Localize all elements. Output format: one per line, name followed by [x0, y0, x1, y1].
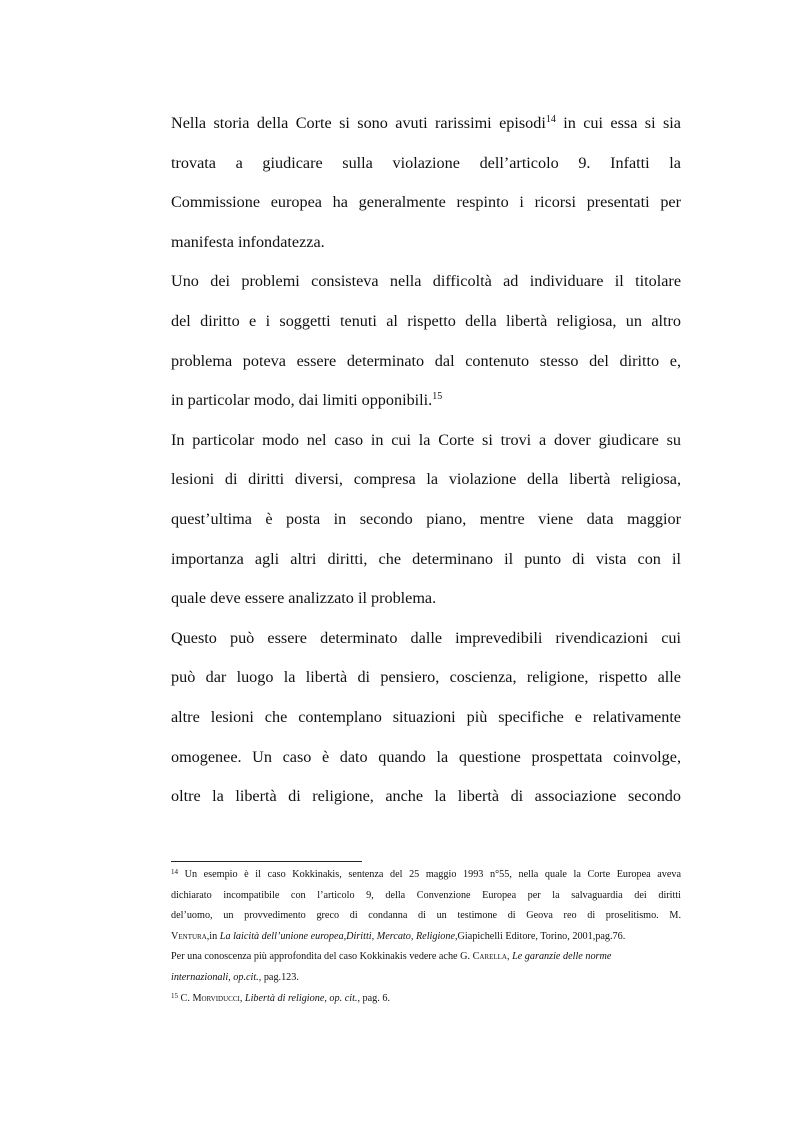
footnote-14-line: Per una conoscenza più approfondita del caso Kokkinakis vedere ache G. Carella, Le garanzie delle norme [171, 951, 612, 963]
body-line: manifesta infondatezza. [171, 232, 325, 251]
body-line: trovata a giudicare sulla violazione dell’articolo 9. Infatti la [171, 153, 681, 172]
body-line: omogenee. Un caso è dato quando la questione prospettata coinvolge, [171, 747, 681, 766]
body-line: altre lesioni che contemplano situazioni più specifiche e relativamente [171, 707, 681, 726]
book-title: Libertà di religione, op. cit. [244, 992, 358, 1004]
footnote-14-line: dichiarato incompatibile con l’articolo 9, della Convenzione Europea per la salvaguardia dei diritti [171, 889, 681, 901]
body-line: Commissione europea ha generalmente respinto i ricorsi presentati per [171, 193, 681, 212]
footnote-ref-15[interactable]: 15 [432, 391, 443, 403]
body-line: può dar luogo la libertà di pensiero, coscienza, religione, rispetto alle [171, 668, 681, 687]
book-title: internazionali, op.cit. [171, 971, 259, 983]
footnote-15-line: $^{15}$ C. Morviducci, Libertà di religione, op. cit., pag. 6. [171, 991, 390, 1004]
footnote-separator [171, 861, 362, 862]
body-line: problema poteva essere determinato dal contenuto stesso del diritto e, [171, 351, 681, 370]
footnote-number-14: 14 [171, 868, 178, 876]
footnotes [171, 861, 681, 1009]
body-line: oltre la libertà di religione, anche la libertà di associazione secondo [171, 787, 681, 806]
body-line: importanza agli altri diritti, che determinano il punto di vista con il [171, 549, 681, 568]
book-title: Le garanzie delle norme [512, 951, 612, 963]
body-line: lesioni di diritti diversi, compresa la violazione della libertà religiosa, [171, 470, 681, 489]
author-name: Carella [472, 951, 507, 963]
body-line: quale deve essere analizzato il problema. [171, 589, 437, 608]
body-text [171, 104, 681, 817]
footnote-14-line: Ventura,in La laicità dell’unione europea,Diritti, Mercato, Religione,Giapichelli Editore, Torino, 2001,pag.76. [171, 930, 626, 942]
author-name: Ventura [171, 930, 207, 942]
footnote-ref-14[interactable]: 14 [545, 114, 556, 125]
body-line: quest’ultima è posta in secondo piano, mentre viene data maggior [171, 509, 681, 528]
book-title: La laicità dell’unione europea,Diritti, Mercato, Religione [219, 930, 455, 942]
footnote-14-line: internazionali, op.cit., pag.123. [171, 971, 299, 983]
body-line: In particolar modo nel caso in cui la Corte si trovi a dover giudicare su [171, 430, 681, 449]
author-name: Morviducci [192, 992, 240, 1004]
footnote-14-line: del’uomo, un provvedimento greco di condanna di un testimone di Geova reo di proselitismo. M. [171, 910, 681, 922]
body-line: Nella storia della Corte si sono avuti rarissimi episodi$^{14}$ in cui essa si sia [171, 114, 681, 132]
footnote-number-15: 15 [171, 991, 178, 1000]
body-line: del diritto e i soggetti tenuti al rispetto della libertà religiosa, un altro [171, 311, 681, 330]
body-line: Questo può essere determinato dalle imprevedibili rivendicazioni cui [171, 628, 681, 647]
body-line: in particolar modo, dai limiti opponibili.$^{15}$ [171, 391, 443, 410]
footnote-14-line: $^{14}$ Un esempio è il caso Kokkinakis, sentenza del 25 maggio 1993 n°55, nella quale la Corte Europea aveva [171, 868, 681, 880]
body-line: Uno dei problemi consisteva nella difficoltà ad individuare il titolare [171, 272, 681, 291]
